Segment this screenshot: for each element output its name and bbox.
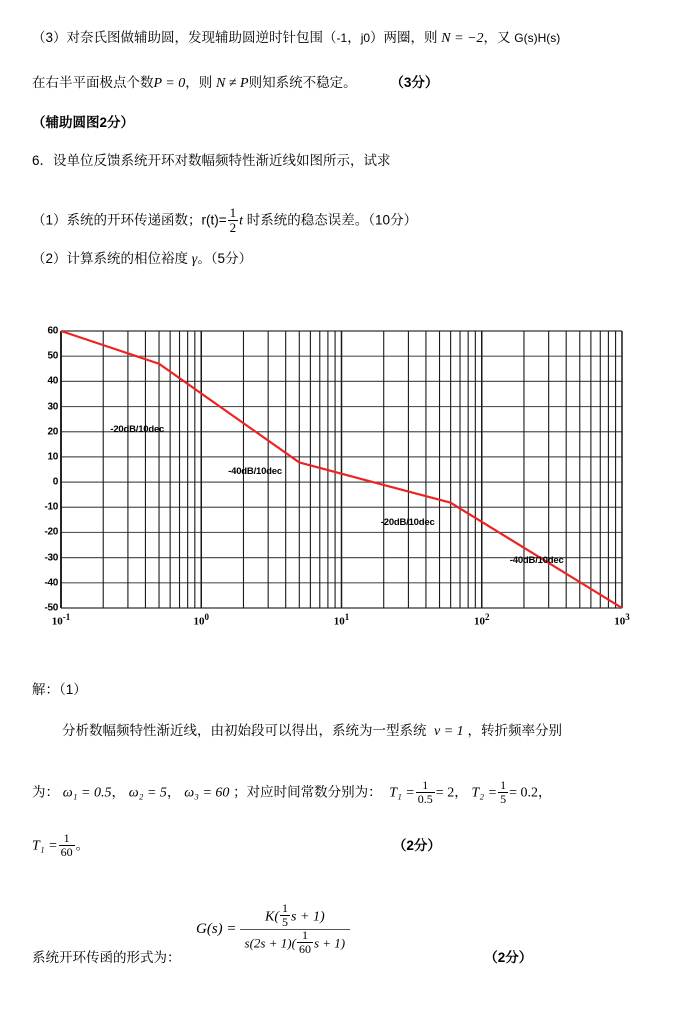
t3-numerator: 1 — [63, 831, 70, 845]
x-tick-base: 10 — [614, 615, 626, 628]
time-constant-2-lhs: T₂ = — [471, 785, 498, 801]
x-tick-exponent: 2 — [485, 612, 490, 622]
time-constant-3-fraction — [59, 832, 75, 858]
slope-annotation-4: -40dB/10dec — [509, 554, 564, 566]
solution-p1-text-a: 分析数幅频特性渐近线，由初始段可以得出，系统为一型系统 — [62, 723, 427, 738]
score-3-points: （3分） — [390, 75, 439, 90]
y-tick-30: 30 — [47, 401, 58, 413]
tf-label-text: 系统开环传函的形式为： — [32, 950, 181, 965]
comma-3: ， — [454, 784, 468, 800]
sub2-text-b: 。（5分） — [197, 251, 253, 266]
time-constant-2-rhs: = 0.2 — [509, 785, 538, 801]
input-signal-variable: t — [239, 213, 244, 229]
slope-annotation-1: -20dB/10dec — [110, 423, 165, 435]
tf-den-inner-fraction — [297, 929, 313, 955]
x-tick-label — [474, 612, 490, 628]
tf-num-inner-fraction — [280, 902, 290, 928]
time-constant-1-fraction — [416, 779, 435, 805]
paragraph-3-line-1 — [32, 30, 560, 48]
rhp-pole-count-label: 在右半平面极点个数 — [32, 75, 154, 90]
question-6-sub-1 — [32, 207, 417, 235]
equation-n-neq-p: N ≠ P — [216, 76, 249, 91]
tf-den-frac-numerator: 1 — [301, 928, 308, 943]
sub2-text-a: （2）计算系统的相位裕度 — [32, 251, 189, 266]
solution-heading: 解：（1） — [32, 682, 87, 697]
nyquist-point-imag: j0 — [360, 31, 371, 45]
paragraph-3-line-2 — [32, 75, 438, 93]
solution-paragraph-3 — [32, 833, 441, 859]
t2-denominator: 5 — [500, 791, 507, 806]
y-tick-50: 50 — [47, 350, 58, 362]
paragraph-3-then: ，又 — [483, 30, 511, 45]
input-frac-numerator: 1 — [229, 205, 237, 220]
tf-num-frac-denominator: 5 — [282, 914, 289, 929]
comma-2: ， — [166, 784, 181, 800]
transfer-function-equation — [196, 903, 350, 956]
solution-p1-text-b: ，转折频率分别 — [467, 723, 562, 738]
tf-num-gain: K( — [265, 909, 280, 925]
x-tick-base: 10 — [333, 615, 345, 628]
t3-denominator: 60 — [60, 844, 73, 859]
time-constant-label: ；对应时间常数分别为： — [233, 784, 382, 800]
tf-den-frac-denominator: 60 — [298, 941, 311, 956]
t1-denominator: 0.5 — [417, 791, 433, 806]
x-tick-base: 10 — [193, 615, 205, 628]
y-tick-60: 60 — [47, 325, 58, 337]
system-type-equation: ν = 1 — [434, 724, 464, 739]
corner-frequency-3: ω₃ = 60 — [184, 785, 230, 801]
auxiliary-circle-note: （辅助圆图2分） — [32, 115, 135, 130]
paragraph-3-line2-mid: ，则 — [185, 75, 213, 90]
x-tick-label — [334, 612, 350, 628]
sub1-text-a: （1）系统的开环传递函数；r(t)= — [32, 212, 227, 228]
corner-freq-prefix: 为： — [32, 784, 59, 800]
y-tick-10: 10 — [47, 451, 58, 463]
score-2-points-first: （2分） — [392, 837, 441, 853]
tf-den-head: s(2s + 1)( — [244, 935, 296, 951]
corner-frequency-2: ω₂ = 5 — [128, 785, 167, 801]
t1-numerator: 1 — [422, 778, 429, 792]
slope-annotation-2: -40dB/10dec — [228, 465, 282, 477]
t2-numerator: 1 — [500, 778, 507, 792]
tf-den-tail: s + 1) — [313, 935, 346, 951]
paragraph-3-mid: ）两圈，则 — [370, 30, 438, 45]
y-tick-neg40: -40 — [44, 577, 58, 589]
x-tick-base: 10 — [474, 615, 485, 628]
x-tick-exponent: 0 — [204, 612, 209, 622]
t3-period: 。 — [75, 837, 90, 853]
bode-plot-svg — [22, 300, 662, 630]
tf-denominator — [240, 929, 351, 956]
y-tick-neg10: -10 — [44, 501, 58, 513]
y-tick-neg20: -20 — [44, 526, 58, 538]
solution-paragraph-2 — [32, 780, 551, 806]
comma-1: ， — [111, 784, 125, 800]
time-constant-3-lhs: T₁ = — [32, 838, 58, 854]
y-tick-neg50: -50 — [44, 602, 58, 614]
x-tick-exponent: 3 — [625, 612, 630, 622]
question-6-stem: 6．设单位反馈系统开环对数幅频特性渐近线如图所示，试求 — [32, 153, 391, 168]
input-signal-fraction — [228, 206, 239, 234]
tf-fraction — [240, 903, 351, 956]
plot-area — [22, 300, 662, 630]
corner-frequency-1: ω₁ = 0.5 — [62, 785, 112, 801]
bode-magnitude-plot — [22, 300, 662, 630]
x-tick-exponent: 1 — [344, 612, 350, 622]
comma-4: ， — [537, 784, 552, 800]
x-tick-label — [52, 612, 71, 628]
y-tick-20: 20 — [47, 426, 58, 438]
question-6-sub-2 — [32, 251, 252, 269]
y-tick-40: 40 — [47, 375, 58, 387]
instability-conclusion: 则知系统不稳定。 — [248, 75, 357, 90]
y-tick-0: 0 — [52, 476, 58, 488]
x-tick-exponent: -1 — [62, 612, 71, 622]
solution-paragraph-1 — [62, 723, 562, 741]
x-tick-label — [194, 612, 210, 628]
y-tick-neg30: -30 — [44, 552, 58, 564]
nyquist-point-separator: ， — [347, 30, 361, 45]
equation-n-value: N = −2 — [441, 31, 484, 46]
slope-annotation-3: -20dB/10dec — [380, 517, 435, 529]
tf-gs-lhs: G(s) = — [196, 921, 237, 938]
time-constant-1-lhs: T₁ = — [389, 785, 415, 801]
tf-num-tail: s + 1) — [291, 909, 325, 925]
tf-num-frac-numerator: 1 — [282, 901, 289, 915]
x-tick-label — [614, 612, 630, 628]
tf-numerator — [240, 903, 351, 929]
nyquist-point-real: -1 — [336, 31, 348, 45]
paragraph-3-prefix: （3）对奈氏图做辅助圆，发现辅助圆逆时针包围（ — [32, 30, 337, 45]
time-constant-1-rhs: = 2 — [435, 785, 455, 801]
equation-p-value: P = 0 — [153, 76, 186, 91]
sub1-text-b: 时系统的稳态误差。（10分） — [246, 212, 418, 228]
score-2-points-second: （2分） — [484, 950, 533, 965]
x-tick-base: 10 — [51, 615, 63, 628]
open-loop-gsh: G(s)H(s) — [514, 31, 561, 45]
phase-margin-symbol: γ — [191, 252, 198, 267]
time-constant-2-fraction — [498, 779, 508, 805]
input-frac-denominator: 2 — [229, 219, 237, 235]
